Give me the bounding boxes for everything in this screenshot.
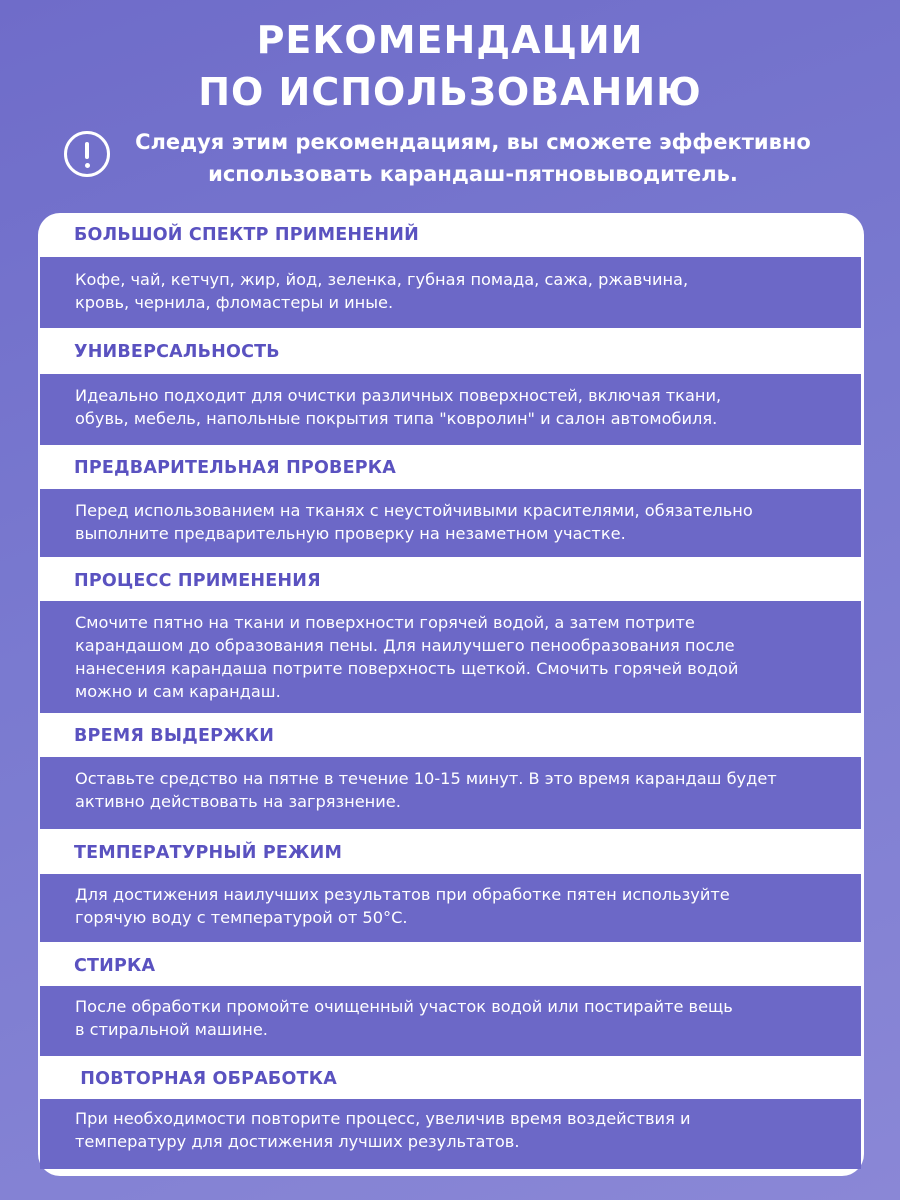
section-body-washing <box>40 986 861 1056</box>
section-heading-repeat-treatment: ПОВТОРНАЯ ОБРАБОТКА <box>74 1069 337 1089</box>
section-body-preliminary-check <box>40 489 861 557</box>
section-heading-application-process: ПРОЦЕСС ПРИМЕНЕНИЯ <box>74 571 321 591</box>
section-body-line: активно действовать на загрязнение. <box>75 792 401 811</box>
page-title-line-1: РЕКОМЕНДАЦИИ <box>256 18 644 62</box>
section-body-line: можно и сам карандаш. <box>75 682 281 701</box>
section-heading-exposure-time: ВРЕМЯ ВЫДЕРЖКИ <box>74 726 275 746</box>
section-body-temperature-mode <box>40 874 861 942</box>
section-heading-temperature-mode: ТЕМПЕРАТУРНЫЙ РЕЖИМ <box>74 843 343 863</box>
exclamation-dot <box>85 163 90 168</box>
section-heading-universality: УНИВЕРСАЛЬНОСТЬ <box>74 342 280 362</box>
exclamation-circle-icon <box>64 131 110 177</box>
section-body-line: Смочите пятно на ткани и поверхности горячей водой, а затем потрите <box>75 613 695 632</box>
section-body-line: При необходимости повторите процесс, увеличив время воздействия и <box>75 1109 691 1128</box>
section-body-line: Оставьте средство на пятне в течение 10-15 минут. В это время карандаш будет <box>75 769 777 788</box>
section-heading-application-range: БОЛЬШОЙ СПЕКТР ПРИМЕНЕНИЙ <box>74 225 419 245</box>
section-body-line: горячую воду с температурой от 50°С. <box>75 908 408 927</box>
section-heading-preliminary-check: ПРЕДВАРИТЕЛЬНАЯ ПРОВЕРКА <box>74 458 397 478</box>
section-body-repeat-treatment <box>40 1099 861 1169</box>
section-body-application-process <box>40 601 861 713</box>
section-body-line: кровь, чернила, фломастеры и иные. <box>75 293 394 312</box>
section-body-line: карандашом до образования пены. Для наилучшего пенообразования после <box>75 636 735 655</box>
section-body-line: Для достижения наилучших результатов при обработке пятен используйте <box>75 885 730 904</box>
section-body-line: в стиральной машине. <box>75 1020 268 1039</box>
section-heading-washing: СТИРКА <box>74 956 156 976</box>
section-body-line: После обработки промойте очищенный участок водой или постирайте вещь <box>75 997 733 1016</box>
section-body-exposure-time <box>40 757 861 829</box>
page-title-line-2: ПО ИСПОЛЬЗОВАНИЮ <box>198 70 702 114</box>
section-body-line: Кофе, чай, кетчуп, жир, йод, зеленка, губная помада, сажа, ржавчина, <box>75 270 689 289</box>
intro-text-line-1: Следуя этим рекомендациям, вы сможете эффективно <box>135 130 811 154</box>
section-body-universality <box>40 374 861 445</box>
section-body-line: обувь, мебель, напольные покрытия типа "ковролин" и салон автомобиля. <box>75 409 718 428</box>
intro-text-line-2: использовать карандаш-пятновыводитель. <box>208 162 738 186</box>
section-body-line: нанесения карандаша потрите поверхность щеткой. Смочить горячей водой <box>75 659 739 678</box>
section-body-line: температуру для достижения лучших результатов. <box>75 1132 520 1151</box>
section-body-application-range <box>40 257 861 328</box>
section-body-line: Идеально подходит для очистки различных поверхностей, включая ткани, <box>75 386 722 405</box>
section-body-line: Перед использованием на тканях с неустойчивыми красителями, обязательно <box>75 501 753 520</box>
exclamation-bar <box>85 142 89 159</box>
section-body-line: выполните предварительную проверку на незаметном участке. <box>75 524 626 543</box>
